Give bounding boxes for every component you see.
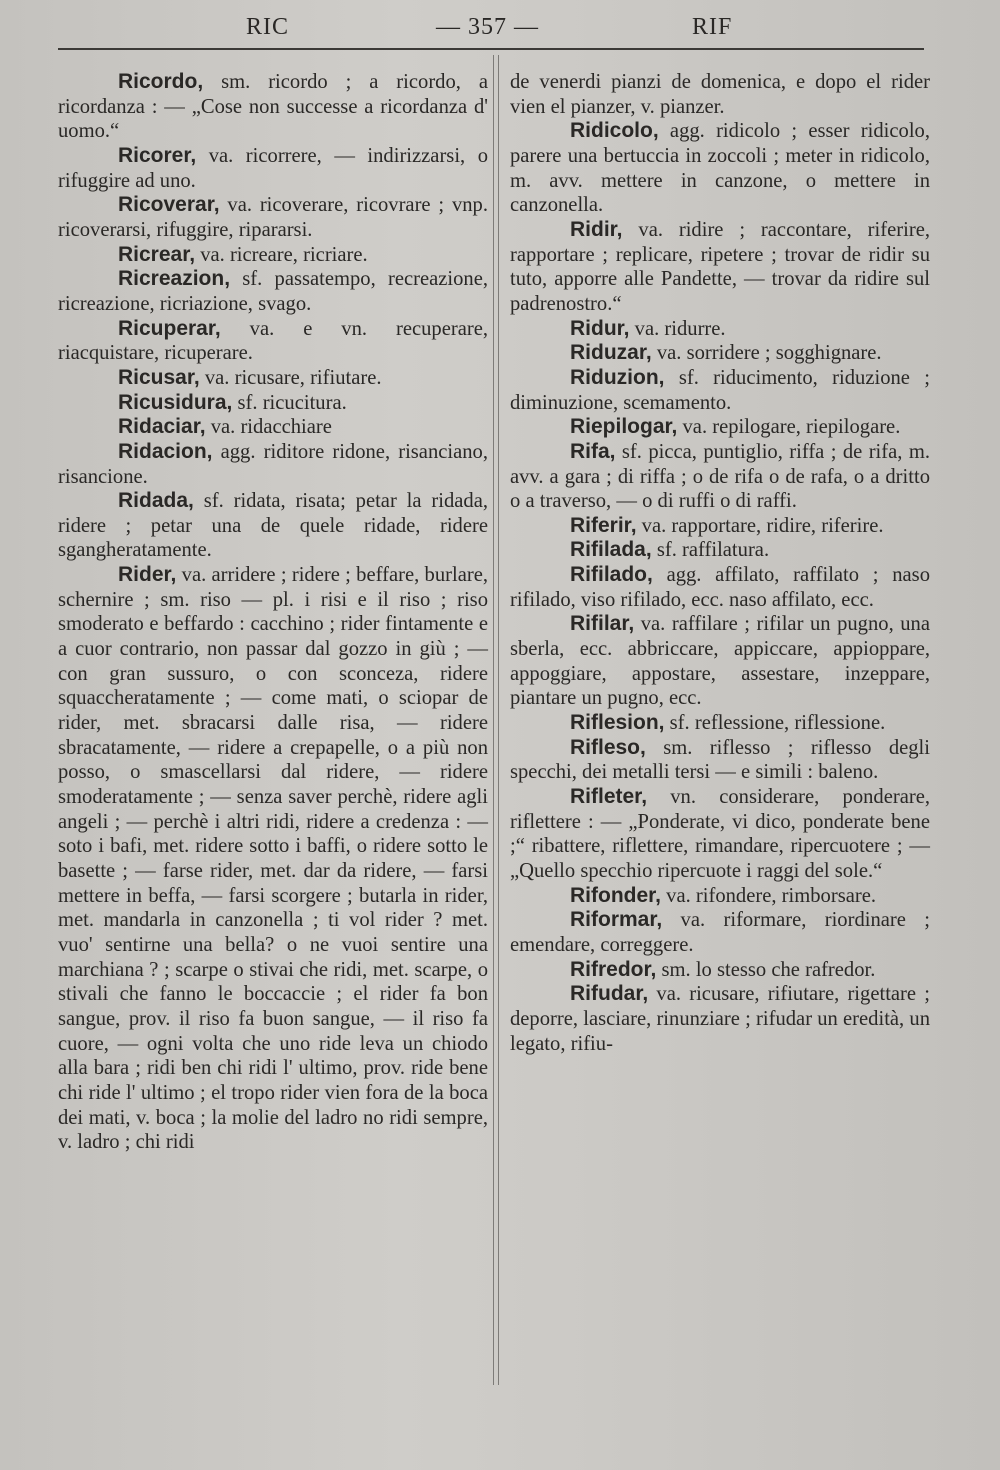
entry-definition: va. ricreare, ricriare.: [195, 243, 368, 266]
entry-definition: vn. considerare, ponderare, riflettere : — „Ponderate, vi dico, ponderate bene ;“ ribattere, riflettere, rimandare, ripercuotere ; — „Quello specchio ripercuote i raggi del sole.“: [510, 786, 930, 882]
header-left-guide-word: RIC: [246, 14, 290, 40]
dictionary-entry: [510, 612, 930, 711]
entry-definition: sf. picca, puntiglio, riffa ; de rifa, m. avv. a gara ; di riffa ; o de rifa o de rafa, o a dritto o a traverso, — o di ruffi o di raffi.: [510, 440, 930, 513]
entry-headword: Riflesion,: [570, 711, 665, 735]
entry-definition: sf. ricucitura.: [232, 391, 347, 414]
entry-headword: Ridada,: [118, 489, 194, 513]
entry-headword: Rifilar,: [570, 612, 635, 636]
entry-definition: va. sorridere ; sogghignare.: [651, 342, 882, 365]
entry-headword: Ricusar,: [118, 365, 200, 389]
entry-definition: sm. riflesso ; riflesso degli specchi, dei metalli tersi — e simili : baleno.: [510, 736, 930, 784]
entry-headword: Rifilada,: [570, 538, 652, 562]
dictionary-entry: [58, 144, 488, 193]
dictionary-entry: [58, 267, 488, 316]
dictionary-entry: [510, 958, 930, 983]
header-right-guide-word: RIF: [692, 14, 733, 40]
header-rule: [58, 48, 924, 50]
entry-headword: Riduzion,: [570, 365, 665, 389]
dictionary-entry: [510, 908, 930, 957]
page-header: [58, 8, 924, 46]
entry-headword: Riepilogar,: [570, 415, 678, 439]
entry-definition: agg. affilato, raffilato ; naso rifilado, viso rifilado, ecc. naso affilato, ecc.: [510, 564, 930, 611]
dictionary-entry: [510, 884, 930, 909]
entry-definition: va. rifondere, rimborsare.: [661, 884, 877, 907]
entry-definition: va. ridacchiare: [205, 416, 332, 439]
dictionary-entry: [58, 489, 488, 563]
column-divider: [493, 55, 499, 1385]
entry-headword: Ridacion,: [118, 439, 213, 463]
entry-definition: va. ricoverare, ricovrare ; vnp. ricoverarsi, rifuggire, ripararsi.: [58, 194, 488, 241]
entry-headword: Riformar,: [570, 908, 663, 932]
entry-definition: va. arridere ; ridere ; beffare, burlare, schernire ; sm. riso — pl. i risi e il riso ; riso smoderato e beffardo : cacchino ; rider fintamente e a cuor contrario, non passar dal gozzo in giù ; — con gran sussuro, o con sconceza, ridere squaccheratamente ; — come mati, o sciopar de rider, met. sbracarsi dalle risa, — ridere sbracatamente, — ridere a crepapelle, o a più non posso, o smascellarsi dal ridere, — ridere smoderatamente ; — senza saver perchè, ridere agli angeli ; — perchè i altri ridi, ridere a credenza : — soto i bafi, met. ridere sotto i baffi, o ridere sotto le basette ; — farse rider, met. dar da ridere, — farsi mettere in beffa, — farsi scorgere ; butarla in rider, met. mandarla in canzonella ; ti vol rider ? met. vuo' sentirne una bella? o ne vuoi sentire una marchiana ? ; scarpe o stivai che ridi, met. scarpe, o stivali che fanno le boccaccie ; el rider fa bon sangue, prov. il riso fa buon sangue, — il riso fa cuore, — ogni volta che uno ride leva un chiodo alla bara ; ridi ben chi ridi l' ultimo, prov. ride bene chi ride l' ultimo ; el tropo rider vien fora de la boca dei mati, v. boca ; la molie del ladro no ridi sempre, v. ladro ; chi ridi: [58, 564, 488, 1154]
entry-headword: Rifa,: [570, 439, 616, 463]
entry-definition: sf. riducimento, riduzione ; diminuzione, scemamento.: [510, 366, 930, 414]
right-column: [510, 70, 930, 1056]
entry-headword: Rifilado,: [570, 563, 653, 587]
entry-headword: Ridaciar,: [118, 415, 206, 439]
entry-headword: Ridir,: [570, 217, 623, 241]
entry-definition: sm. ricordo ; a ricordo, a ricordanza : — „Cose non successe a ricordanza d' uomo.“: [58, 71, 488, 143]
entry-definition: va. raffilare ; rifilar un pugno, una sberla, ecc. abbriccare, appiccare, appioppare, appoggiare, appostare, assestare, inzeppare, piantare un pugno, ecc.: [510, 613, 930, 710]
entry-headword: Ricusidura,: [118, 390, 233, 414]
entry-headword: Ridur,: [570, 316, 630, 340]
dictionary-entry: [58, 317, 488, 366]
dictionary-entry: [510, 440, 930, 514]
entry-headword: Rifleter,: [570, 785, 648, 809]
dictionary-entry: [58, 563, 488, 1155]
entry-headword: Ridicolo,: [570, 119, 659, 143]
dictionary-entry: [58, 366, 488, 391]
entry-definition: va. e vn. recuperare, riacquistare, ricuperare.: [58, 317, 488, 365]
entry-definition: va. ricusare, rifiutare, rigettare ; deporre, lasciare, rinunziare ; rifudar un eredità, un legato, rifiu-: [510, 983, 930, 1055]
entry-definition: de venerdi pianzi de domenica, e dopo el rider vien el pianzer, v. pianzer.: [510, 71, 930, 118]
dictionary-entry: [510, 982, 930, 1056]
dictionary-entry: [58, 440, 488, 489]
dictionary-entry: [510, 218, 930, 317]
entry-definition: sf. ridata, risata; petar la ridada, ridere ; petar una de quele ridade, ridere sgangheratamente.: [58, 490, 488, 562]
dictionary-entry: [510, 119, 930, 218]
entry-definition: va. ridurre.: [629, 317, 726, 340]
entry-definition: va. ricusare, rifiutare.: [199, 366, 382, 389]
entry-definition: agg. riditore ridone, risanciano, risancione.: [58, 440, 488, 488]
entry-headword: Rifredor,: [570, 957, 657, 981]
entry-headword: Rifleso,: [570, 735, 646, 759]
dictionary-entry: [510, 736, 930, 785]
dictionary-entry: [510, 415, 930, 440]
dictionary-entry: [510, 514, 930, 539]
entry-definition: sf. raffilatura.: [651, 539, 770, 562]
dictionary-entry: [58, 391, 488, 416]
entry-headword: Ricreazion,: [118, 267, 231, 291]
dictionary-entry: [510, 317, 930, 342]
page-number: — 357 —: [436, 14, 539, 40]
entry-definition: va. ridire ; raccontare, riferire, rapportare ; replicare, ripetere ; trovar de ridir su tuto, apporre alle Pandette, — trovar da ridire sul padrenostro.“: [510, 218, 930, 315]
entry-definition: sf. passatempo, recreazione, ricreazione, ricriazione, svago.: [58, 268, 488, 315]
entry-definition: agg. ridicolo ; esser ridicolo, parere una bertuccia in zoccoli ; meter in ridicolo, m. avv. mettere in canzone, o mettere in canzonella.: [510, 120, 930, 217]
entry-headword: Ricordo,: [118, 70, 204, 93]
dictionary-entry: [510, 711, 930, 736]
dictionary-entry: [510, 341, 930, 366]
entry-definition: sf. reflessione, riflessione.: [664, 712, 886, 735]
entry-headword: Rifonder,: [570, 883, 662, 907]
entry-headword: Ricuperar,: [118, 316, 221, 340]
entry-headword: Riduzar,: [570, 341, 652, 365]
dictionary-entry: [510, 563, 930, 612]
dictionary-entry: [510, 366, 930, 415]
dictionary-entry: [58, 415, 488, 440]
entry-headword: Rider,: [118, 563, 177, 587]
dictionary-entry: [58, 243, 488, 268]
entry-headword: Ricrear,: [118, 242, 196, 266]
dictionary-entry: [510, 785, 930, 884]
dictionary-entry: [510, 70, 930, 119]
entry-definition: va. riformare, riordinare ; emendare, correggere.: [510, 909, 930, 956]
entry-headword: Riferir,: [570, 513, 637, 537]
entry-definition: sm. lo stesso che rafredor.: [656, 958, 876, 981]
entry-definition: va. rapportare, ridire, riferire.: [636, 514, 884, 537]
dictionary-entry: [58, 193, 488, 242]
entry-headword: Rifudar,: [570, 982, 649, 1006]
entry-headword: Ricoverar,: [118, 193, 220, 217]
entry-definition: va. repilogare, riepilogare.: [677, 416, 901, 439]
entry-headword: Ricorer,: [118, 143, 197, 167]
dictionary-entry: [510, 538, 930, 563]
dictionary-entry: [58, 70, 488, 144]
entry-definition: va. ricorrere, — indirizzarsi, o rifuggire ad uno.: [58, 144, 488, 192]
left-column: [58, 70, 488, 1155]
